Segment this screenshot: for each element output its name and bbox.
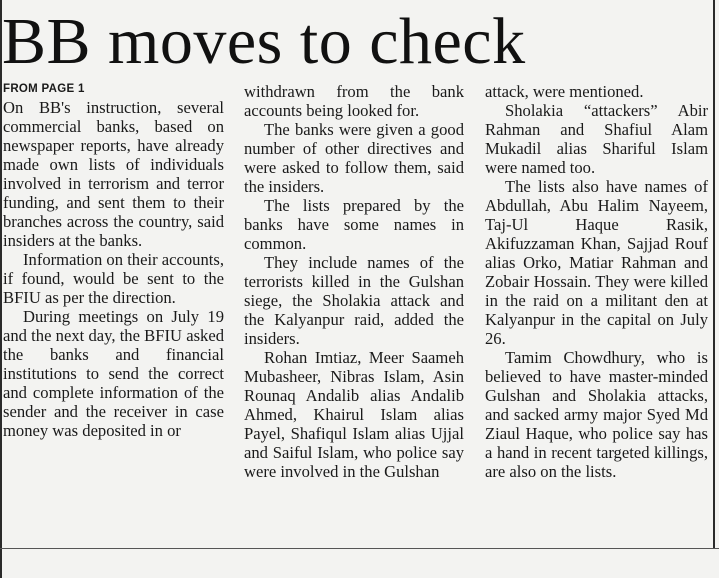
clipping-bottom-rule xyxy=(0,548,719,549)
clipping-left-border xyxy=(0,0,2,578)
paragraph: withdrawn from the bank accounts being looked for. xyxy=(244,82,464,120)
paragraph: They include names of the terrorists killed in the Gulshan siege, the Sholakia attack and the Kalyanpur raid, added the insiders. xyxy=(244,253,464,348)
paragraph: Sholakia “attackers” Abir Rahman and Shafiul Alam Mukadil alias Shariful Islam were named too. xyxy=(485,101,708,177)
article-column-2 xyxy=(244,82,464,481)
paragraph: attack, were mentioned. xyxy=(485,82,644,101)
paragraph: Rohan Imtiaz, Meer Saameh Mubasheer, Nibras Islam, Asin Rounaq Andalib alias Andalib Ahmed, Khairul Islam alias Payel, Shafiqul Islam alias Ujjal and Saiful Islam, who police say were involved in the Gulshan xyxy=(244,348,464,481)
paragraph: The lists also have names of Abdullah, Abu Halim Nayeem, Taj-Ul Haque Rasik, Akifuzzaman Khan, Sajjad Rouf alias Orko, Matiar Rahman and Zobair Hossain. They were killed in the raid on a militant den at Kalyanpur in the capital on July 26. xyxy=(485,177,708,348)
paragraph: Information on their accounts, if found, would be sent to the BFIU as per the direction. xyxy=(3,250,224,307)
dateline: FROM PAGE 1 xyxy=(3,83,85,95)
paragraph: Tamim Chowdhury, who is believed to have master-minded Gulshan and Sholakia attacks, and sacked army major Syed Md Ziaul Haque, who police say has a hand in recent targeted killings, are also on the lists. xyxy=(485,348,708,481)
article-column-1 xyxy=(3,82,224,440)
paragraph: The banks were given a good number of other directives and were asked to follow them, said the insiders. xyxy=(244,120,464,196)
paragraph: The lists prepared by the banks have some names in common. xyxy=(244,196,464,253)
headline: BB moves to check xyxy=(2,5,526,78)
clipping-right-border xyxy=(713,0,715,548)
paragraph: During meetings on July 19 and the next day, the BFIU asked the banks and financial institutions to send the correct and complete information of the sender and the receiver in case money was deposited in or xyxy=(3,307,224,440)
article-column-3 xyxy=(485,82,708,481)
paragraph: On BB's instruction, several commercial banks, based on newspaper reports, have already made own lists of individuals involved in terrorism and terror funding, and sent them to their branches across the country, said insiders at the banks. xyxy=(3,98,224,250)
